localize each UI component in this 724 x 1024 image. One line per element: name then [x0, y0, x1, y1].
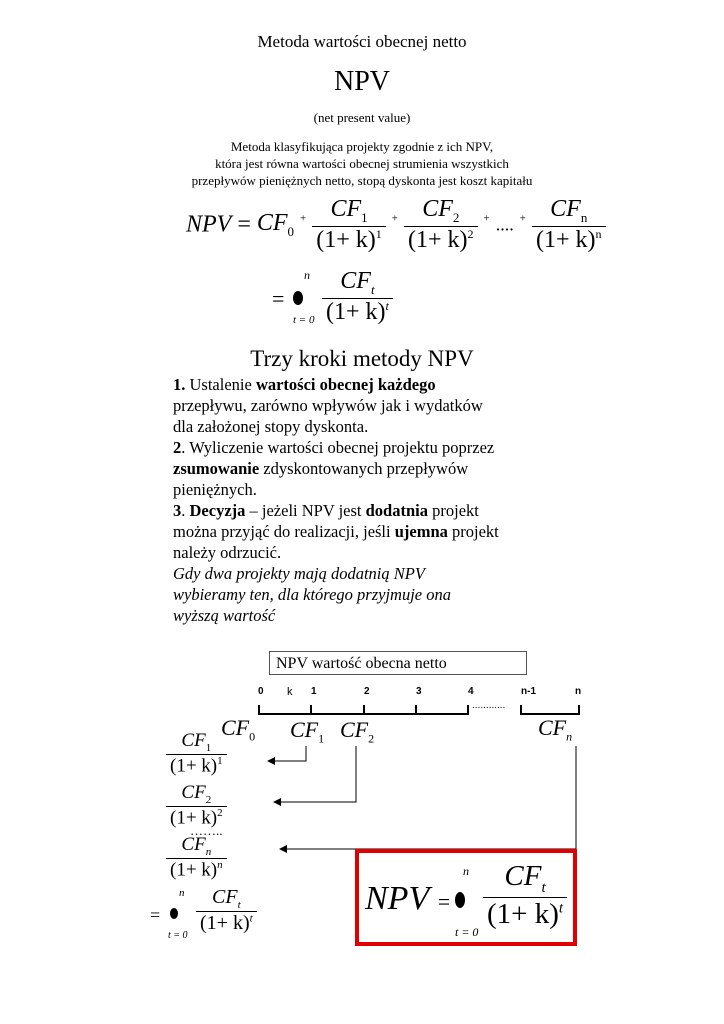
step-text: projekt [427, 501, 479, 520]
tick-label: n [575, 686, 582, 697]
discount-base: (1+ k) [326, 298, 386, 325]
exponent: t [558, 900, 564, 917]
page-title: Metoda wartości obecnej netto [257, 32, 467, 51]
description-line: przepływów pieniężnych netto, stopą dyskonta jest koszt kapitału [191, 173, 533, 188]
step-text: przepływu, zarówno wpływów jak i wydatków [173, 396, 483, 415]
discount-base: (1+ k) [487, 897, 559, 930]
arrow-cf1 [268, 746, 306, 761]
step-text: dla założonej stopy dyskonta. [173, 417, 369, 436]
step-text: . [181, 501, 190, 520]
step-number: 3 [173, 501, 182, 520]
step-text: należy odrzucić. [173, 543, 282, 562]
step-text: można przyjąć do realizacji, jeśli [173, 522, 395, 541]
subscript: t [370, 281, 375, 297]
tick-label: 0 [258, 686, 264, 697]
subscript: 1 [361, 209, 368, 225]
step-number: 1. [173, 375, 186, 394]
exponent: 1 [375, 226, 382, 241]
arrow-cfn [280, 746, 576, 849]
step-text: . Wyliczenie wartości obecnej projektu poprzez [181, 438, 495, 457]
subscript: 2 [368, 731, 375, 746]
step-text: Ustalenie [185, 375, 256, 394]
plus-sign: + [300, 212, 307, 225]
cf-symbol: CF [181, 834, 206, 855]
step-emphasis: wartości obecnej każdego [255, 375, 436, 394]
npv-big-title: NPV [333, 66, 390, 97]
cf-symbol: CF [504, 860, 542, 892]
exponent: n [595, 226, 602, 241]
step-emphasis: Decyzja [189, 501, 246, 520]
sum-upper-limit: n [179, 887, 185, 899]
exponent: 2 [217, 806, 223, 819]
boxed-sum-fraction [483, 860, 567, 931]
subscript: n [205, 845, 212, 858]
equals-sign: = [272, 286, 285, 311]
discount-base: (1+ k) [408, 226, 468, 253]
tick-label: n-1 [521, 686, 536, 697]
subscript: 2 [205, 793, 212, 806]
cf-symbol: CF [221, 715, 250, 740]
sum-lower-limit: t = 0 [168, 930, 188, 941]
plus-sign: + [519, 212, 526, 225]
terms-ellipsis: …….. [190, 823, 223, 838]
sum-lower-limit: t = 0 [455, 925, 479, 939]
cf-symbol: CF [330, 196, 362, 222]
npv-symbol: NPV [365, 880, 430, 917]
discount-base: (1+ k) [170, 859, 218, 881]
subscript: 1 [205, 741, 212, 754]
sum-upper-limit: n [304, 268, 310, 282]
note-text: wyższą wartość [173, 606, 276, 625]
description-line: Metoda klasyfikująca projekty zgodnie z ich NPV, [230, 139, 494, 154]
exponent: t [249, 912, 253, 925]
step-number: 2 [173, 438, 182, 457]
step-text: projekt [447, 522, 499, 541]
tick-label: 2 [364, 686, 370, 697]
npv-symbol: NPV [186, 211, 232, 238]
arrow-cf2 [274, 746, 356, 802]
discount-base: (1+ k) [200, 912, 250, 934]
discount-base: (1+ k) [170, 755, 218, 777]
npv-label-box: NPV wartość obecna netto [269, 651, 527, 675]
sum-lower-limit: t = 0 [293, 314, 315, 326]
exponent: t [385, 298, 389, 313]
step-emphasis: zsumowanie [173, 459, 260, 478]
subscript: n [566, 729, 573, 744]
exponent: 2 [467, 226, 474, 241]
step-text: pieniężnych. [173, 480, 257, 499]
equals-sign: = [237, 211, 251, 238]
cf-symbol: CF [538, 715, 567, 740]
tick-label: 1 [311, 686, 317, 697]
subscript: 0 [249, 729, 256, 744]
npv-boxed-formula [365, 880, 450, 918]
step-text: – jeżeli NPV jest [245, 501, 366, 520]
cf-symbol: CF [422, 196, 453, 222]
subscript: 2 [452, 209, 460, 225]
sum-symbol [455, 892, 465, 908]
step-text: zdyskontowanych przepływów [259, 459, 469, 478]
subscript: 1 [318, 731, 325, 746]
subscript: 0 [287, 223, 295, 239]
cf-symbol: CF [181, 730, 206, 751]
discount-base: (1+ k) [316, 226, 376, 253]
cf-symbol: CF [550, 196, 581, 222]
sum-upper-limit: n [463, 864, 469, 878]
cf-symbol: CF [256, 210, 288, 236]
cf-symbol: CF [181, 782, 206, 803]
steps-heading: Trzy kroki metody NPV [250, 346, 474, 371]
exponent: n [217, 858, 223, 871]
description-line: która jest równa wartości obecnej strumienia wszystkich [215, 156, 509, 171]
tick-label: k [287, 686, 293, 698]
step-emphasis: ujemna [394, 522, 448, 541]
subscript: n [580, 209, 588, 225]
note-text: Gdy dwa projekty mają dodatnią NPV [173, 564, 425, 583]
tick-label: 3 [416, 686, 422, 697]
exponent: 1 [217, 754, 223, 767]
discount-base: (1+ k) [535, 226, 596, 253]
cf-symbol: CF [340, 268, 371, 294]
subscript: t [237, 899, 241, 911]
equals-sign: = [150, 905, 161, 925]
note-text: wybieramy ten, dla którego przyjmuje ona [173, 585, 452, 604]
discount-base: (1+ k) [170, 807, 218, 829]
cf-symbol: CF [290, 717, 319, 742]
ellipsis: .... [495, 214, 514, 235]
plus-sign: + [391, 212, 399, 225]
subtitle: (net present value) [313, 110, 411, 125]
cf-symbol: CF [340, 717, 369, 742]
subscript: t [541, 879, 546, 896]
equals-sign: = [437, 889, 451, 914]
cf-symbol: CF [212, 886, 238, 908]
step-emphasis: dodatnia [365, 501, 428, 520]
tick-label: 4 [468, 686, 474, 697]
plus-sign: + [483, 212, 490, 225]
timeline-gap-dots: ............ [472, 700, 506, 711]
